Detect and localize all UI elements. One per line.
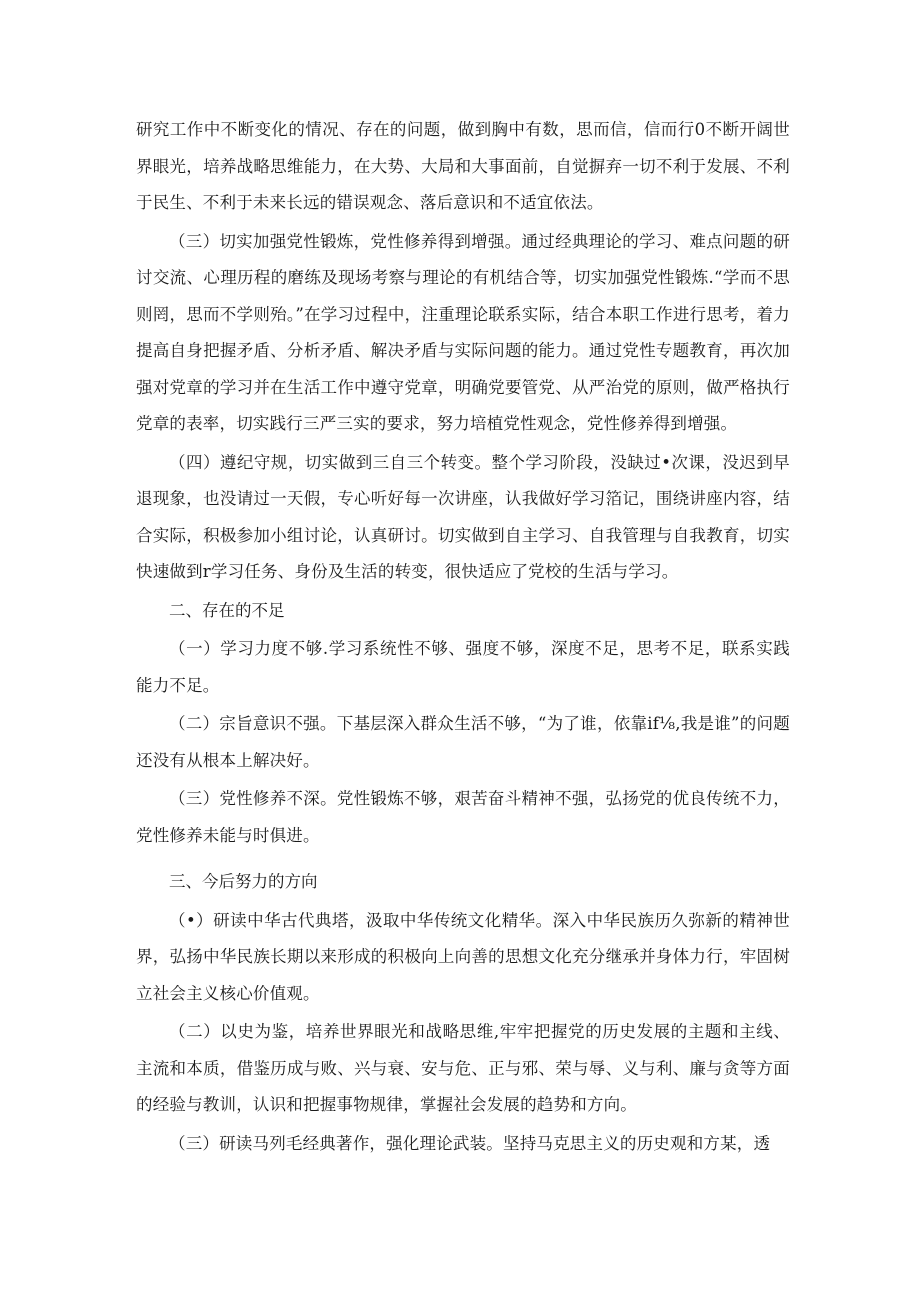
paragraph-purpose-awareness: （二）宗旨意识不强。下基层深入群众生活不够，“为了谁，依靠if⅛,我是谁”的问题还没有从根本上解决好。 — [136, 714, 790, 770]
paragraph-history: （二）以史为鉴，培养世界眼光和战略思维,牢牢把握党的历史发展的主题和主线、主流和本质，借鉴历成与败、兴与衰、安与危、正与邪、荣与辱、义与利、廉与贪等方面的经验与教训，认识和把握事物规律，掌握社会发展的趋势和方向。 — [136, 1022, 790, 1114]
paragraph-continued: 研究工作中不断变化的情况、存在的问题，做到胸中有数，思而信，信而行0不断开阔世界眼光，培养战略思维能力，在大势、大局和大事面前，自觉摒弃一切不利于发展、不利于民生、不利于未来长远的错误观念、落后意识和不适宜依法。 — [136, 120, 790, 212]
section-heading-shortcomings: 二、存在的不足 — [169, 600, 285, 620]
paragraph-party-cultivation: （三）党性修养不深。党性锻炼不够，艰苦奋斗精神不强，弘扬党的优良传统不力，党性修养未能与时俱进。 — [136, 789, 790, 845]
paragraph-discipline: （四）遵纪守规，切实做到三自三个转变。整个学习阶段，没缺过•次课，没迟到早退现象，也没请过一天假，专心听好每一次讲座，认我做好学习箔记，围绕讲座内容，结合实际，积极参加小组讨论，认真研讨。切实做到自主学习、自我管理与自我教育，切实快速做到r学习任务、身份及生活的转变，很快适应了党校的生活与学习。 — [136, 452, 790, 581]
paragraph-marxist-works: （三）研读马列毛经典著作，强化理论武装。坚持马克思主义的历史观和方某，透 — [169, 1133, 771, 1153]
section-heading-future-direction: 三、今后努力的方向 — [169, 872, 318, 891]
paragraph-study-intensity: （一）学习力度不够.学习系统性不够、强度不够，深度不足，思考不足，联系实践能力不足。 — [136, 639, 790, 695]
paragraph-classics: （•）研读中华古代典塔，汲取中华传统文化精华。深入中华民族历久弥新的精神世界，弘扬中华民族长期以来形成的积极向上向善的思想文化充分继承并身体力行，牢固树立社会主义核心价值观。 — [136, 910, 790, 1003]
paragraph-party-spirit: （三）切实加强党性锻炼，党性修养得到增强。通过经典理论的学习、难点问题的研讨交流、心理历程的磨练及现场考察与理论的有机结合等，切实加强党性锻炼.“学而不思则罔，思而不学则殆。”在学习过程中，注重理论联系实际，结合本职工作进行思考，着力提高自身把握矛盾、分析矛盾、解决矛盾与实际问题的能力。通过党性专题教育，再次加强对党章的学习并在生活工作中遵守党章，明确党要管党、从严治党的原则，做严格执行党章的表率，切实践行三严三实的要求，努力培植党性观念，党性修养得到增强。 — [136, 231, 790, 433]
